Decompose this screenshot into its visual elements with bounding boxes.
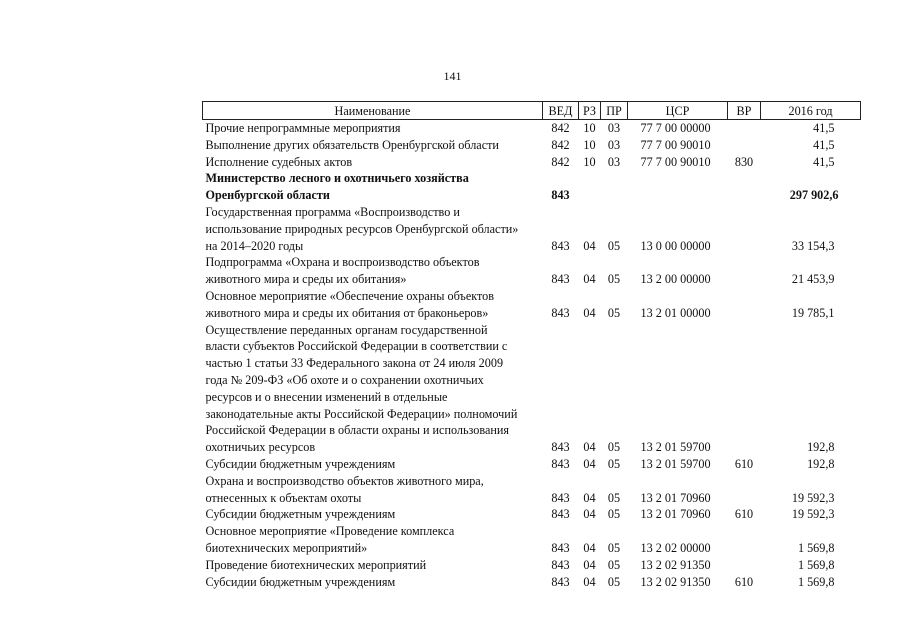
row-name-line: отнесенных к объектам охоты — [205, 490, 362, 505]
row-rz: 04 — [583, 440, 596, 455]
row-pr: 05 — [607, 507, 621, 522]
row-name-line: Прочие непрограммные мероприятия — [205, 121, 401, 135]
row-csr — [628, 170, 728, 204]
row-csr: 13 2 01 59700 — [640, 456, 711, 471]
row-name-line: животного мира и среды их обитания от браконьеров» — [205, 305, 489, 320]
row-amount: 33 154,3 — [791, 238, 835, 253]
row-pr: 03 — [607, 154, 621, 169]
table-row — [203, 170, 861, 204]
row-csr: 13 2 02 00000 — [640, 540, 711, 555]
row-amount: 192,8 — [807, 456, 835, 471]
row-name-line: Субсидии бюджетным учреждениям — [205, 574, 396, 589]
row-amount: 1 569,8 — [797, 557, 835, 572]
row-vr: 830 — [734, 154, 754, 169]
header-name: Наименование — [203, 102, 543, 120]
row-ved: 843 — [551, 507, 570, 522]
row-name-line: Оренбургской области — [205, 188, 330, 203]
page-number: 141 — [443, 69, 462, 83]
table-row — [203, 506, 861, 523]
row-vr — [728, 170, 761, 204]
row-vr — [728, 137, 761, 154]
row-rz: 04 — [583, 490, 596, 505]
table-row — [203, 523, 861, 557]
row-vr — [728, 204, 761, 254]
row-rz: 10 — [583, 121, 596, 135]
row-pr: 05 — [607, 574, 621, 589]
row-name — [203, 574, 543, 591]
row-name-line: Субсидии бюджетным учреждениям — [205, 507, 396, 522]
row-rz: 04 — [583, 507, 596, 522]
row-rz: 04 — [583, 540, 596, 555]
row-amount: 41,5 — [813, 137, 835, 152]
row-ved: 843 — [551, 188, 570, 203]
row-name-line: Министерство лесного и охотничьего хозяйства — [205, 171, 469, 186]
header-year: 2016 год — [761, 102, 861, 120]
row-name — [203, 557, 543, 574]
table-row — [203, 254, 861, 288]
table-row — [203, 473, 861, 507]
row-rz: 10 — [583, 137, 596, 152]
row-rz: 04 — [583, 456, 596, 471]
row-csr: 13 2 01 00000 — [640, 305, 711, 320]
row-pr: 05 — [607, 456, 621, 471]
row-ved: 843 — [551, 456, 570, 471]
row-pr: 05 — [607, 440, 621, 455]
row-ved: 843 — [551, 490, 570, 505]
row-amount: 297 902,6 — [789, 188, 839, 203]
row-csr: 77 7 00 00000 — [640, 121, 711, 135]
row-csr: 77 7 00 90010 — [640, 137, 711, 152]
row-name — [203, 137, 543, 154]
row-name-line: охотничьих ресурсов — [205, 440, 316, 455]
row-ved: 843 — [551, 557, 570, 572]
row-name-line: Государственная программа «Воспроизводство и — [205, 204, 460, 219]
row-vr: 610 — [734, 574, 754, 589]
row-amount: 41,5 — [813, 121, 835, 135]
row-name — [203, 120, 543, 137]
row-ved: 842 — [551, 121, 570, 135]
row-csr: 13 2 01 70960 — [640, 490, 711, 505]
row-name-line: Российской Федерации в области охраны и использования — [205, 423, 510, 438]
row-pr: 05 — [607, 238, 621, 253]
row-csr: 13 2 02 91350 — [640, 574, 711, 589]
row-vr — [728, 557, 761, 574]
row-name — [203, 254, 543, 288]
table-header-row — [203, 102, 861, 120]
row-amount: 19 592,3 — [791, 490, 835, 505]
table-row — [203, 204, 861, 254]
row-pr: 03 — [607, 137, 621, 152]
header-ved: ВЕД — [543, 102, 579, 120]
table-row — [203, 456, 861, 473]
row-amount: 1 569,8 — [797, 574, 835, 589]
row-vr: 610 — [734, 507, 754, 522]
row-pr: 05 — [607, 557, 621, 572]
row-pr: 05 — [607, 272, 621, 287]
row-name — [203, 506, 543, 523]
row-name-line: власти субъектов Российской Федерации в соответствии с — [205, 339, 508, 354]
row-name — [203, 523, 543, 557]
row-name — [203, 204, 543, 254]
table-row — [203, 120, 861, 137]
row-rz: 04 — [583, 238, 596, 253]
row-name — [203, 322, 543, 456]
row-name — [203, 288, 543, 322]
row-amount: 41,5 — [813, 154, 835, 169]
row-name — [203, 170, 543, 204]
row-name-line: Основное мероприятие «Проведение комплекса — [205, 524, 455, 539]
table-row — [203, 557, 861, 574]
table-row — [203, 322, 861, 456]
table-row — [203, 288, 861, 322]
row-pr: 05 — [607, 305, 621, 320]
row-rz: 10 — [583, 154, 596, 169]
row-name-line: законодательные акты Российской Федерации» полномочий — [205, 406, 518, 421]
row-name-line: Охрана и воспроизводство объектов животного мира, — [205, 473, 484, 488]
row-name-line: ресурсов и о внесении изменений в отдельные — [205, 389, 448, 404]
row-name-line: Исполнение судебных актов — [205, 154, 353, 169]
row-amount: 192,8 — [807, 440, 835, 455]
row-csr: 13 2 01 70960 — [640, 507, 711, 522]
row-name — [203, 154, 543, 171]
row-ved: 842 — [551, 154, 570, 169]
row-rz: 04 — [583, 574, 596, 589]
row-amount: 21 453,9 — [791, 272, 835, 287]
row-vr — [728, 288, 761, 322]
row-rz: 04 — [583, 557, 596, 572]
row-ved: 842 — [551, 137, 570, 152]
row-ved: 843 — [551, 574, 570, 589]
row-amount: 19 592,3 — [791, 507, 835, 522]
row-ved: 843 — [551, 440, 570, 455]
header-rz: РЗ — [579, 102, 601, 120]
row-vr — [728, 120, 761, 137]
row-csr: 13 2 01 59700 — [640, 440, 711, 455]
row-name-line: частью 1 статьи 33 Федерального закона от 24 июля 2009 — [205, 356, 504, 371]
row-pr: 05 — [607, 540, 621, 555]
row-rz: 04 — [583, 305, 596, 320]
row-ved: 843 — [551, 540, 570, 555]
row-name-line: Проведение биотехнических мероприятий — [205, 557, 427, 572]
row-name-line: Выполнение других обязательств Оренбургской области — [205, 137, 499, 152]
row-csr: 77 7 00 90010 — [640, 154, 711, 169]
table-row — [203, 574, 861, 591]
row-name-line: Подпрограмма «Охрана и воспроизводство объектов — [205, 255, 480, 270]
row-amount: 1 569,8 — [797, 540, 835, 555]
header-csr: ЦСР — [628, 102, 728, 120]
row-name-line: на 2014–2020 годы — [205, 238, 304, 253]
table-row — [203, 154, 861, 171]
row-pr: 05 — [607, 490, 621, 505]
row-vr — [728, 473, 761, 507]
row-name-line: Субсидии бюджетным учреждениям — [205, 456, 396, 471]
row-name-line: биотехнических мероприятий» — [205, 540, 368, 555]
row-rz — [579, 170, 601, 204]
row-csr: 13 0 00 00000 — [640, 238, 711, 253]
row-pr: 03 — [607, 121, 621, 135]
row-csr: 13 2 00 00000 — [640, 272, 711, 287]
header-vr: ВР — [728, 102, 761, 120]
row-amount: 19 785,1 — [791, 305, 835, 320]
header-pr: ПР — [601, 102, 628, 120]
row-pr — [601, 170, 628, 204]
row-vr: 610 — [734, 456, 754, 471]
row-rz: 04 — [583, 272, 596, 287]
row-vr — [728, 523, 761, 557]
row-name-line: года № 209-ФЗ «Об охоте и о сохранении охотничьих — [205, 372, 484, 387]
row-ved: 843 — [551, 272, 570, 287]
row-name-line: животного мира и среды их обитания» — [205, 272, 407, 287]
budget-table — [202, 101, 861, 590]
row-vr — [728, 254, 761, 288]
table-row — [203, 137, 861, 154]
row-name-line: использование природных ресурсов Оренбургской области» — [205, 221, 519, 236]
row-ved: 843 — [551, 238, 570, 253]
row-name-line: Основное мероприятие «Обеспечение охраны объектов — [205, 288, 495, 303]
row-ved: 843 — [551, 305, 570, 320]
row-vr — [728, 322, 761, 456]
row-name — [203, 473, 543, 507]
row-name-line: Осуществление переданных органам государственной — [205, 322, 488, 337]
row-csr: 13 2 02 91350 — [640, 557, 711, 572]
row-name — [203, 456, 543, 473]
